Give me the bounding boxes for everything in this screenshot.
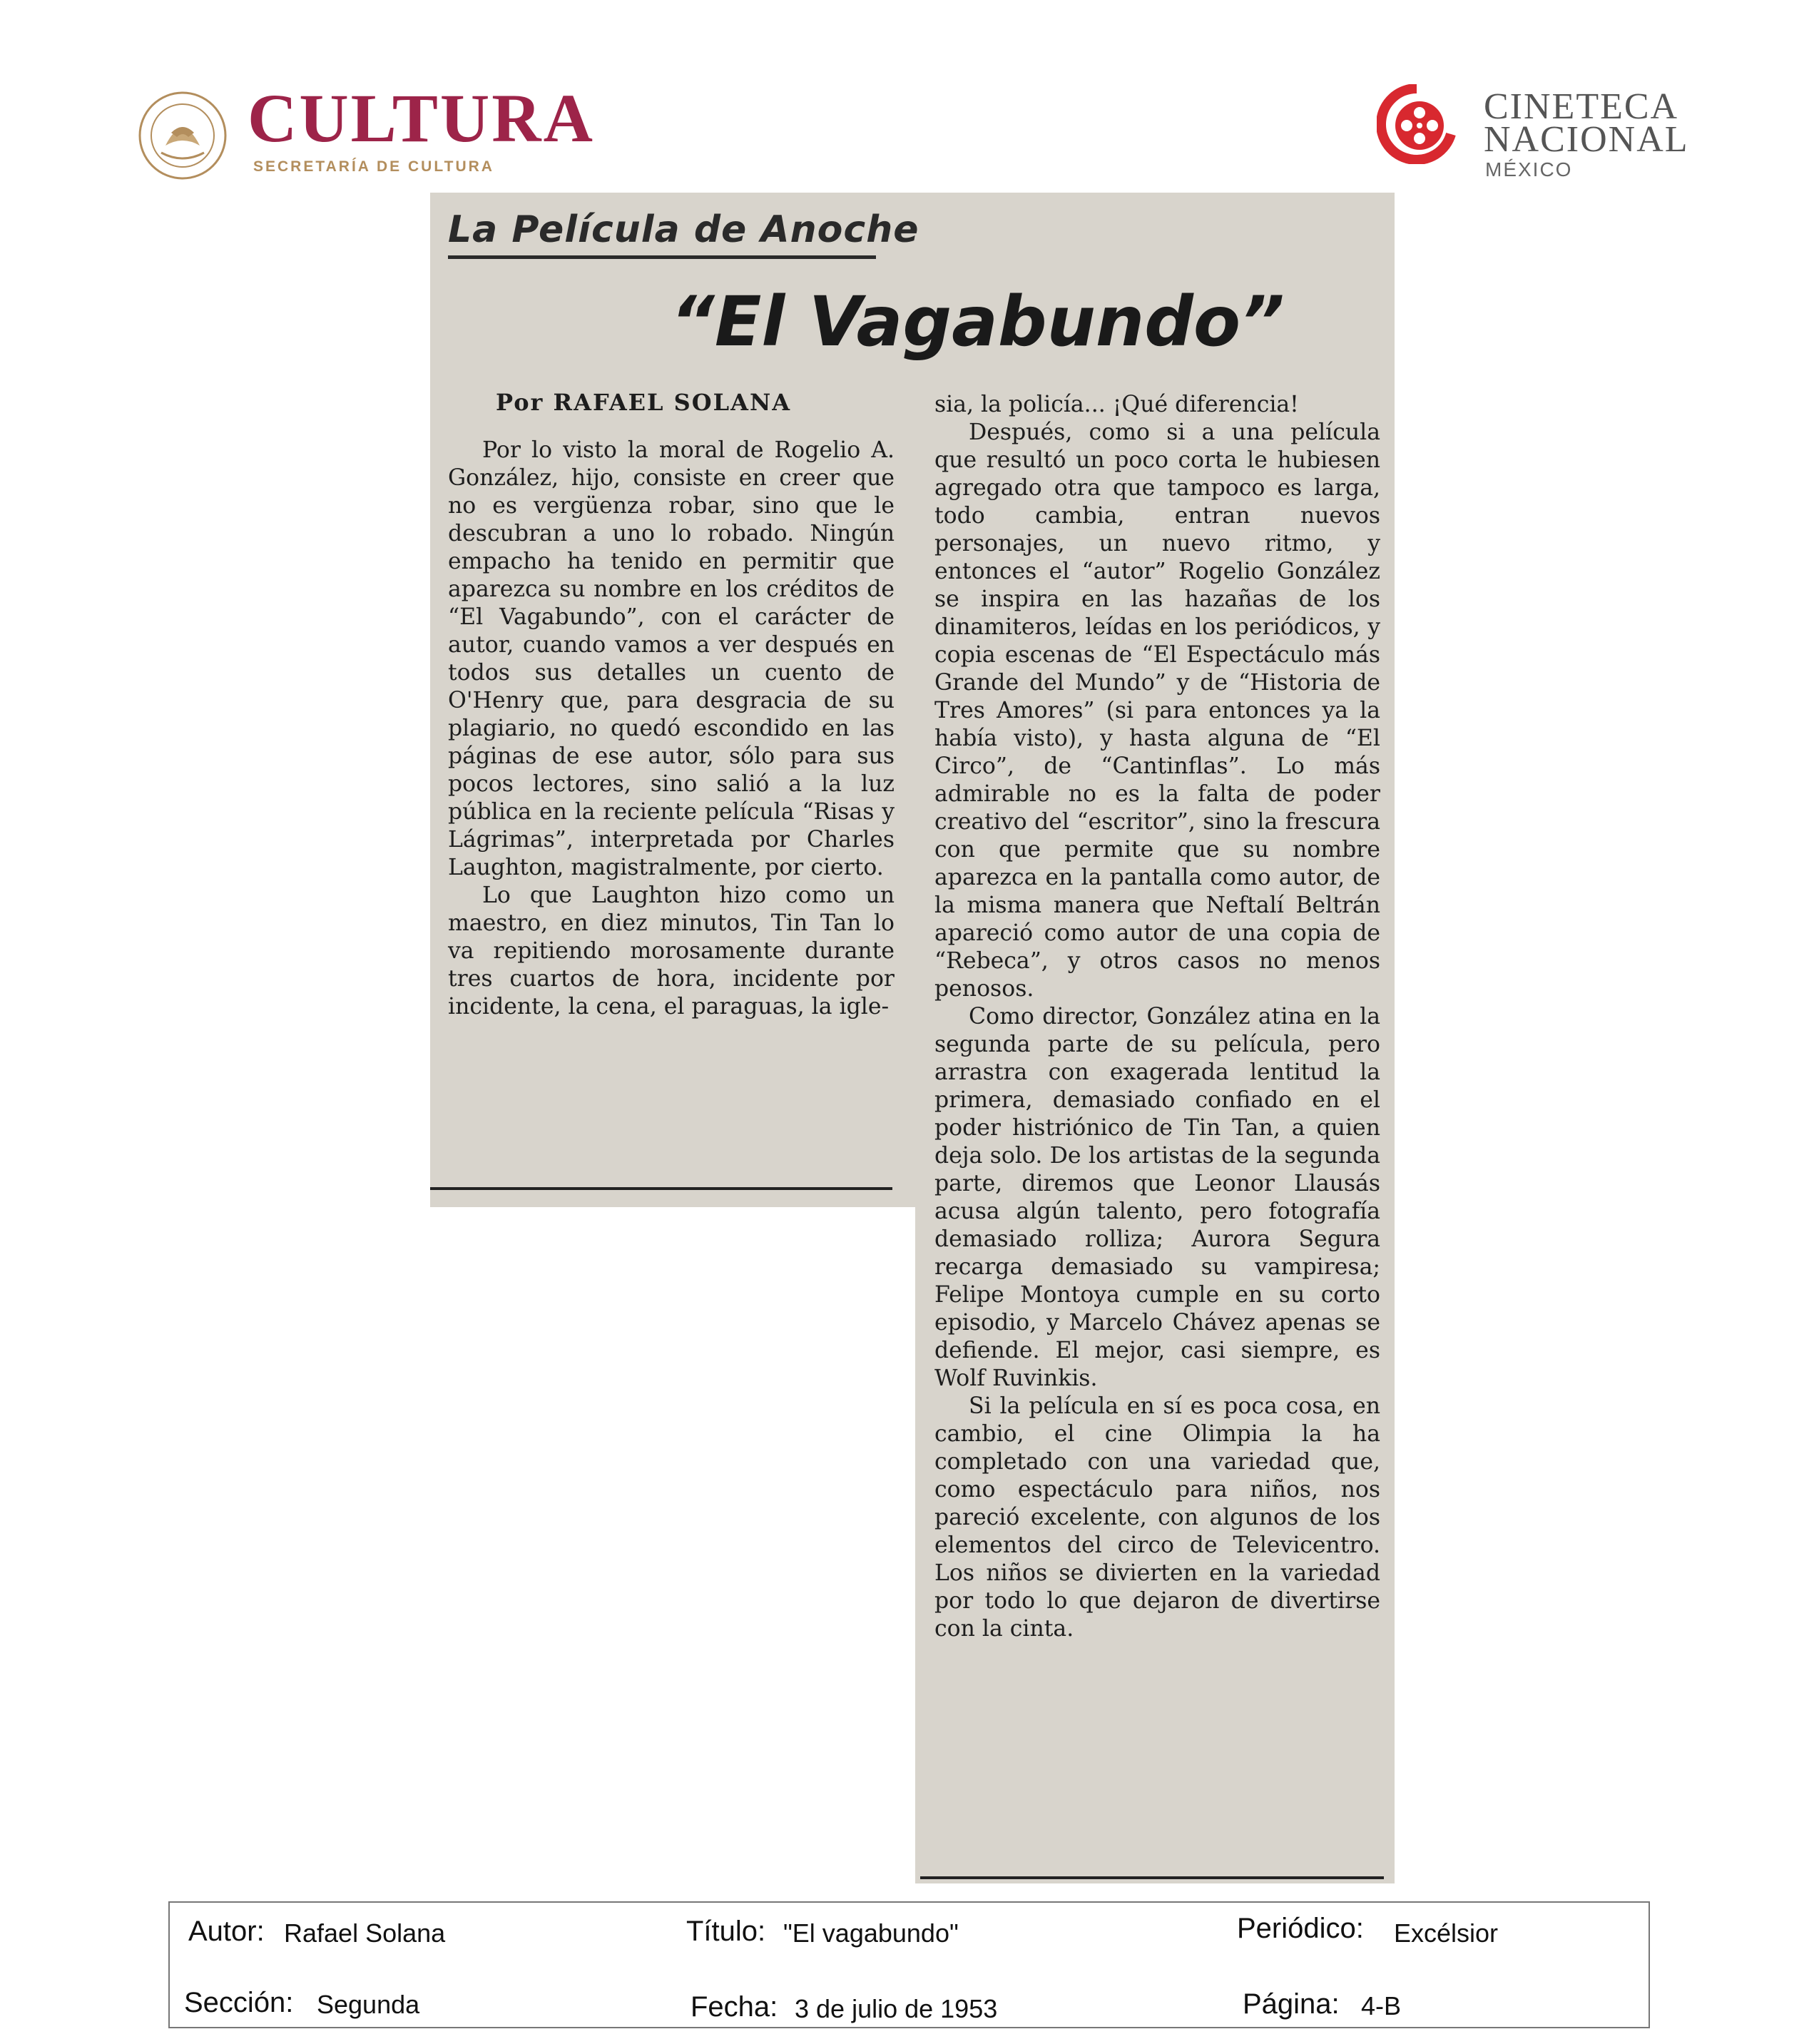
article-right-column: [934, 391, 1380, 1643]
periodico-label: Periódico:: [1237, 1913, 1364, 1944]
periodico-value: Excélsior: [1394, 1918, 1499, 1948]
paragraph: Lo que Laughton hizo como un maestro, en diez minutos, Tin Tan lo va repitiendo morosamente durante tres cuartos de hora, incidente por incidente, la cena, el paraguas, la igle-: [448, 883, 895, 1020]
article-byline: Por RAFAEL SOLANA: [496, 389, 792, 416]
titulo-value: "El vagabundo": [783, 1918, 959, 1948]
seccion-value: Segunda: [317, 1990, 420, 2019]
paragraph: Por lo visto la moral de Rogelio A. González, hijo, consiste en creer que no es vergüenza robar, sino que le descubran a uno lo robado. Ningún empacho ha tenido en permitir que aparezca su nombre en los créditos de “El Vagabundo”, con el carácter de autor, cuando vamos a ver después en todos sus detalles un cuento de O'Henry que, para desgracia de su plagiario, no quedó escondido en las páginas de ese autor, sólo para sus pocos lectores, sino salió a la luz pública en la reciente película “Risas y Lágrimas”, interpretada por Charles Laughton, magistralmente, por cierto.: [448, 437, 895, 880]
pagina-label: Página:: [1243, 1988, 1340, 2020]
seccion-label: Sección:: [184, 1987, 294, 2018]
film-reel-icon: [1377, 84, 1457, 164]
column-end-rule: [430, 1187, 892, 1190]
mexican-seal-icon: [137, 90, 228, 181]
article-left-column: [448, 437, 895, 1021]
cultura-logo: [137, 80, 608, 184]
paragraph: Después, como si a una película que resultó un poco corta le hubiesen agregado otra que tampoco es larga, todo cambia, entran nuevos personajes, un nuevo ritmo, y entonces el “autor” Rogelio González se inspira en las hazañas de los dinamiteros, leídas en los periódicos, y copia escenas de “El Espectáculo más Grande del Mundo” y de “Historia de Tres Amores” (si para entonces ya la había visto), y hasta alguna de “El Circo”, de “Cantinflas”. Lo más admirable no es la falta de poder creativo del “escritor”, sino la frescura con que permite que su nombre aparezca en la pantalla como autor, de la misma manera que Neftalí Beltrán apareció como autor de una copia de “Rebeca”, y otros casos no menos penosos.: [934, 420, 1380, 1002]
article-end-rule: [920, 1876, 1384, 1879]
cultura-wordmark: CULTURA: [248, 80, 595, 156]
pagina-value: 4-B: [1361, 1991, 1402, 2020]
cineteca-line2: NACIONAL: [1484, 119, 1689, 160]
paragraph: sia, la policía... ¡Qué diferencia!: [934, 392, 1299, 417]
cineteca-line1: CINETECA: [1484, 86, 1679, 127]
paragraph: Como director, González atina en la segunda parte de su película, pero arrastra con exagerada lentitud la primera, demasiado confiado en el poder histriónico de Tin Tan, a quien deja solo. De los artistas de la segunda parte, diremos que Leonor Llausás acusa algún talento, pero fotografía demasiado rolliza; Aurora Segura recarga demasiado su vampiresa; Felipe Montoya cumple en su corto episodio, y Marcelo Chávez apenas se defiende. El mejor, casi siempre, es Wolf Ruvinkis.: [934, 1004, 1380, 1391]
cineteca-line3: MÉXICO: [1485, 158, 1573, 180]
paragraph: Si la película en sí es poca cosa, en cambio, el cine Olimpia la ha completado con una variedad que, como espectáculo para niños, nos pareció excelente, con algunos de los elementos del circo de Televicentro. Los niños se divierten en la variedad por todo lo que dejaron de divertirse con la cinta.: [934, 1393, 1380, 1642]
autor-label: Autor:: [188, 1916, 265, 1947]
cineteca-logo: [1377, 84, 1705, 184]
section-heading: La Película de Anoche: [448, 208, 919, 251]
article-headline: “El Vagabundo”: [671, 282, 1285, 362]
fecha-value: 3 de julio de 1953: [795, 1994, 998, 2023]
autor-value: Rafael Solana: [284, 1918, 446, 1948]
fecha-label: Fecha:: [691, 1991, 778, 2023]
section-underline: [448, 255, 876, 259]
titulo-label: Título:: [686, 1916, 766, 1947]
cultura-subtitle: SECRETARÍA DE CULTURA: [253, 158, 494, 175]
metadata-box: [168, 1901, 1650, 2028]
